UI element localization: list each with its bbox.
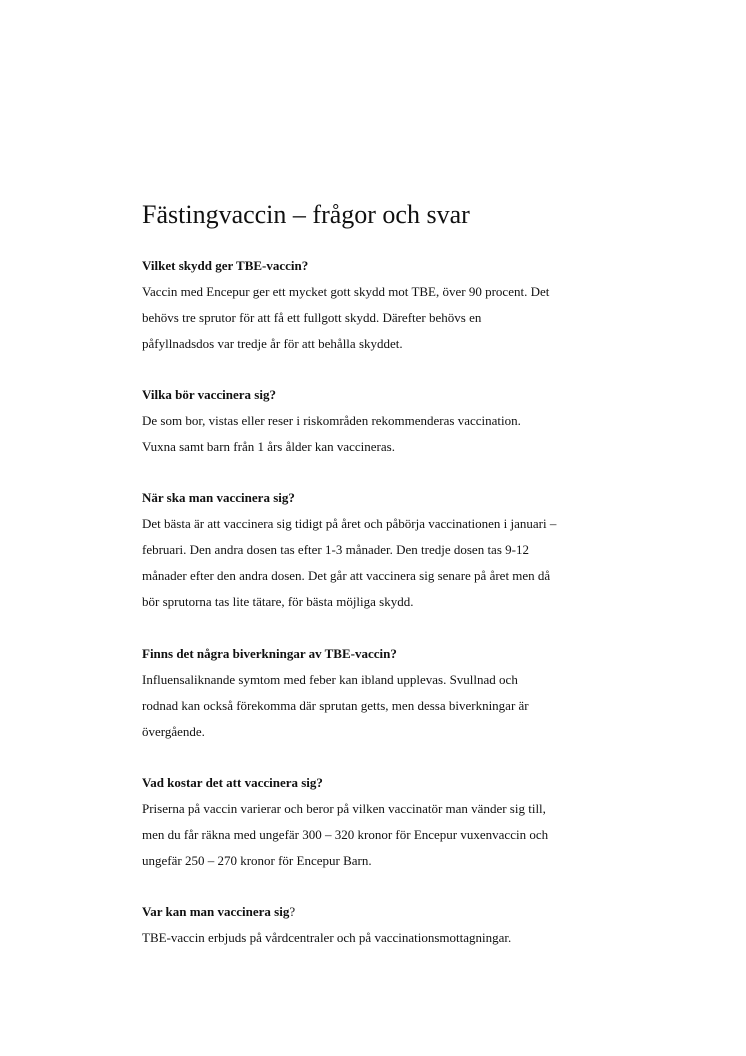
qa-section <box>142 899 642 951</box>
qa-section <box>142 382 642 460</box>
answer-line: månader efter den andra dosen. Det går att vaccinera sig senare på året men då <box>142 568 551 583</box>
answer-line: februari. Den andra dosen tas efter 1-3 månader. Den tredje dosen tas 9-12 <box>142 542 529 557</box>
answer-line: Priserna på vaccin varierar och beror på vilken vaccinatör man vänder sig till, <box>142 801 546 816</box>
question-text: Var kan man vaccinera sig <box>142 904 290 919</box>
answer-line: men du får räkna med ungefär 300 – 320 kronor för Encepur vuxenvaccin och <box>142 827 549 842</box>
answer-text <box>142 511 642 615</box>
answer-line: Det bästa är att vaccinera sig tidigt på året och påbörja vaccinationen i januari – <box>142 516 557 531</box>
answer-line: bör sprutorna tas lite tätare, för bästa möjliga skydd. <box>142 594 414 609</box>
answer-line: påfyllnadsdos var tredje år för att behålla skyddet. <box>142 336 403 351</box>
answer-line: De som bor, vistas eller reser i riskområden rekommenderas vaccination. <box>142 413 521 428</box>
answer-line: Vaccin med Encepur ger ett mycket gott skydd mot TBE, över 90 procent. Det <box>142 284 550 299</box>
question-heading: Vilka bör vaccinera sig? <box>142 387 276 402</box>
answer-line: övergående. <box>142 724 205 739</box>
answer-text <box>142 279 642 357</box>
answer-text <box>142 408 642 460</box>
qa-section <box>142 485 642 615</box>
qa-section <box>142 770 642 874</box>
question-heading: När ska man vaccinera sig? <box>142 490 295 505</box>
answer-line: ungefär 250 – 270 kronor för Encepur Barn. <box>142 853 372 868</box>
question-heading: Vad kostar det att vaccinera sig? <box>142 775 323 790</box>
answer-line: Vuxna samt barn från 1 års ålder kan vaccineras. <box>142 439 395 454</box>
document-title: Fästingvaccin – frågor och svar <box>142 200 470 229</box>
question-heading: Finns det några biverkningar av TBE-vaccin? <box>142 646 397 661</box>
answer-text <box>142 925 642 951</box>
answer-line: behövs tre sprutor för att få ett fullgott skydd. Därefter behövs en <box>142 310 482 325</box>
answer-text <box>142 667 642 745</box>
qa-section <box>142 253 642 357</box>
answer-line: TBE-vaccin erbjuds på vårdcentraler och på vaccinationsmottagningar. <box>142 930 512 945</box>
answer-line: Influensaliknande symtom med feber kan ibland upplevas. Svullnad och <box>142 672 518 687</box>
answer-line: rodnad kan också förekomma där sprutan getts, men dessa biverkningar är <box>142 698 529 713</box>
question-mark: ? <box>289 904 296 919</box>
qa-section <box>142 641 642 745</box>
answer-text <box>142 796 642 874</box>
question-heading <box>142 899 642 925</box>
question-heading: Vilket skydd ger TBE-vaccin? <box>142 258 309 273</box>
